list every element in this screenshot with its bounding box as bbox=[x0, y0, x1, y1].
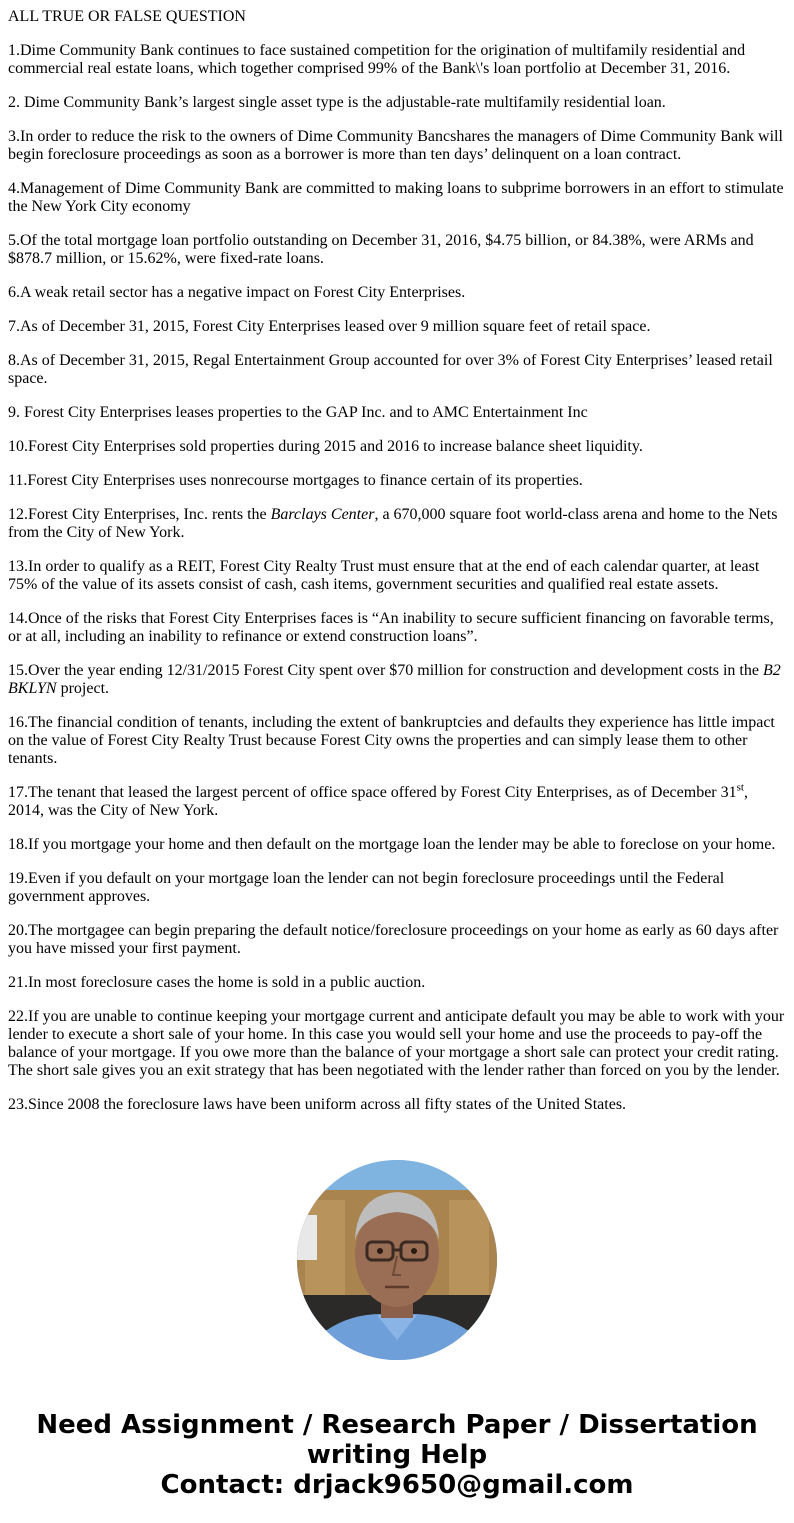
question-12-text-after: , a 670,000 square foot world-class arena and home to the Nets from the City of New York. bbox=[8, 506, 778, 541]
question-1: 1.Dime Community Bank continues to face sustained competition for the origination of multifamily residential and commercial real estate loans, which together comprised 99% of the Bank\'s loan portfolio at December 31, 2016. bbox=[8, 42, 746, 77]
footer-line-1: Need Assignment / Research Paper / Dissertation bbox=[36, 1410, 758, 1440]
question-17-text-before: 17.The tenant that leased the largest percent of office space offered by Forest City Enterprises, as of December 31 bbox=[8, 784, 737, 801]
question-21: 21.In most foreclosure cases the home is sold in a public auction. bbox=[8, 974, 426, 991]
question-6: 6.A weak retail sector has a negative impact on Forest City Enterprises. bbox=[8, 284, 466, 301]
question-5: 5.Of the total mortgage loan portfolio outstanding on December 31, 2016, $4.75 billion, or 84.38%, were ARMs and $878.7 million, or 15.62%, were fixed-rate loans. bbox=[8, 232, 754, 267]
question-3: 3.In order to reduce the risk to the owners of Dime Community Bancshares the managers of Dime Community Bank will begin foreclosure proceedings as soon as a borrower is more than ten days’ delinquent on a loan contract. bbox=[8, 128, 783, 163]
question-15 bbox=[8, 662, 786, 698]
question-7: 7.As of December 31, 2015, Forest City Enterprises leased over 9 million square feet of retail space. bbox=[8, 318, 651, 335]
question-10: 10.Forest City Enterprises sold properties during 2015 and 2016 to increase balance sheet liquidity. bbox=[8, 438, 643, 455]
question-15-text-before: 15.Over the year ending 12/31/2015 Forest City spent over $70 million for construction and development costs in the bbox=[8, 662, 763, 679]
footer-line-2: writing Help bbox=[306, 1440, 488, 1470]
question-4: 4.Management of Dime Community Bank are committed to making loans to subprime borrowers in an effort to stimulate the New York City economy bbox=[8, 180, 784, 215]
question-13: 13.In order to qualify as a REIT, Forest City Realty Trust must ensure that at the end of each calendar quarter, at least 75% of the value of its assets consist of cash, cash items, government securities and qualified real estate assets. bbox=[8, 558, 760, 593]
question-17-text-after: , 2014, was the City of New York. bbox=[8, 784, 748, 819]
question-22: 22.If you are unable to continue keeping your mortgage current and anticipate default you may be able to work with your lender to execute a short sale of your home. In this case you would sell your home and use the proceeds to pay-off the balance of your mortgage. If you owe more than the balance of your mortgage a short sale can protect your credit rating. The short sale gives you an exit strategy that has been negotiated with the lender rather than forced on you by the lender. bbox=[8, 1008, 785, 1079]
question-14: 14.Once of the risks that Forest City Enterprises faces is “An inability to secure sufficient financing on favorable terms, or at all, including an inability to refinance or extend construction loans”. bbox=[8, 610, 774, 645]
question-19: 19.Even if you default on your mortgage loan the lender can not begin foreclosure proceedings until the Federal government approves. bbox=[8, 870, 725, 905]
avatar-illustration bbox=[297, 1160, 497, 1360]
question-15-italic-b2-bklyn: B2 BKLYN bbox=[8, 662, 781, 697]
question-2: 2. Dime Community Bank’s largest single asset type is the adjustable-rate multifamily residential loan. bbox=[8, 94, 666, 111]
question-9: 9. Forest City Enterprises leases properties to the GAP Inc. and to AMC Entertainment Inc bbox=[8, 404, 588, 421]
question-23: 23.Since 2008 the foreclosure laws have been uniform across all fifty states of the United States. bbox=[8, 1096, 627, 1113]
document-heading: ALL TRUE OR FALSE QUESTION bbox=[8, 8, 246, 25]
question-18: 18.If you mortgage your home and then default on the mortgage loan the lender may be able to foreclose on your home. bbox=[8, 836, 776, 853]
question-11: 11.Forest City Enterprises uses nonrecourse mortgages to finance certain of its properties. bbox=[8, 472, 583, 489]
question-17 bbox=[8, 781, 786, 820]
footer-contact-email: Contact: drjack9650@gmail.com bbox=[160, 1470, 634, 1500]
question-15-text-after: project. bbox=[56, 680, 110, 697]
question-12-text-before: 12.Forest City Enterprises, Inc. rents the bbox=[8, 506, 271, 523]
person-photo-icon bbox=[297, 1160, 497, 1360]
question-17-superscript: st bbox=[736, 781, 744, 794]
question-8: 8.As of December 31, 2015, Regal Entertainment Group accounted for over 3% of Forest City Enterprises’ leased retail space. bbox=[8, 352, 773, 387]
question-20: 20.The mortgagee can begin preparing the default notice/foreclosure proceedings on your home as early as 60 days after you have missed your first payment. bbox=[8, 922, 779, 957]
avatar-container bbox=[0, 1160, 794, 1360]
question-12-italic-barclays-center: Barclays Center bbox=[270, 506, 375, 523]
question-12 bbox=[8, 506, 786, 542]
question-16: 16.The financial condition of tenants, including the extent of bankruptcies and defaults they experience has little impact on the value of Forest City Realty Trust because Forest City owns the properties and can simply lease them to other tenants. bbox=[8, 714, 775, 767]
contact-footer bbox=[0, 1410, 794, 1500]
